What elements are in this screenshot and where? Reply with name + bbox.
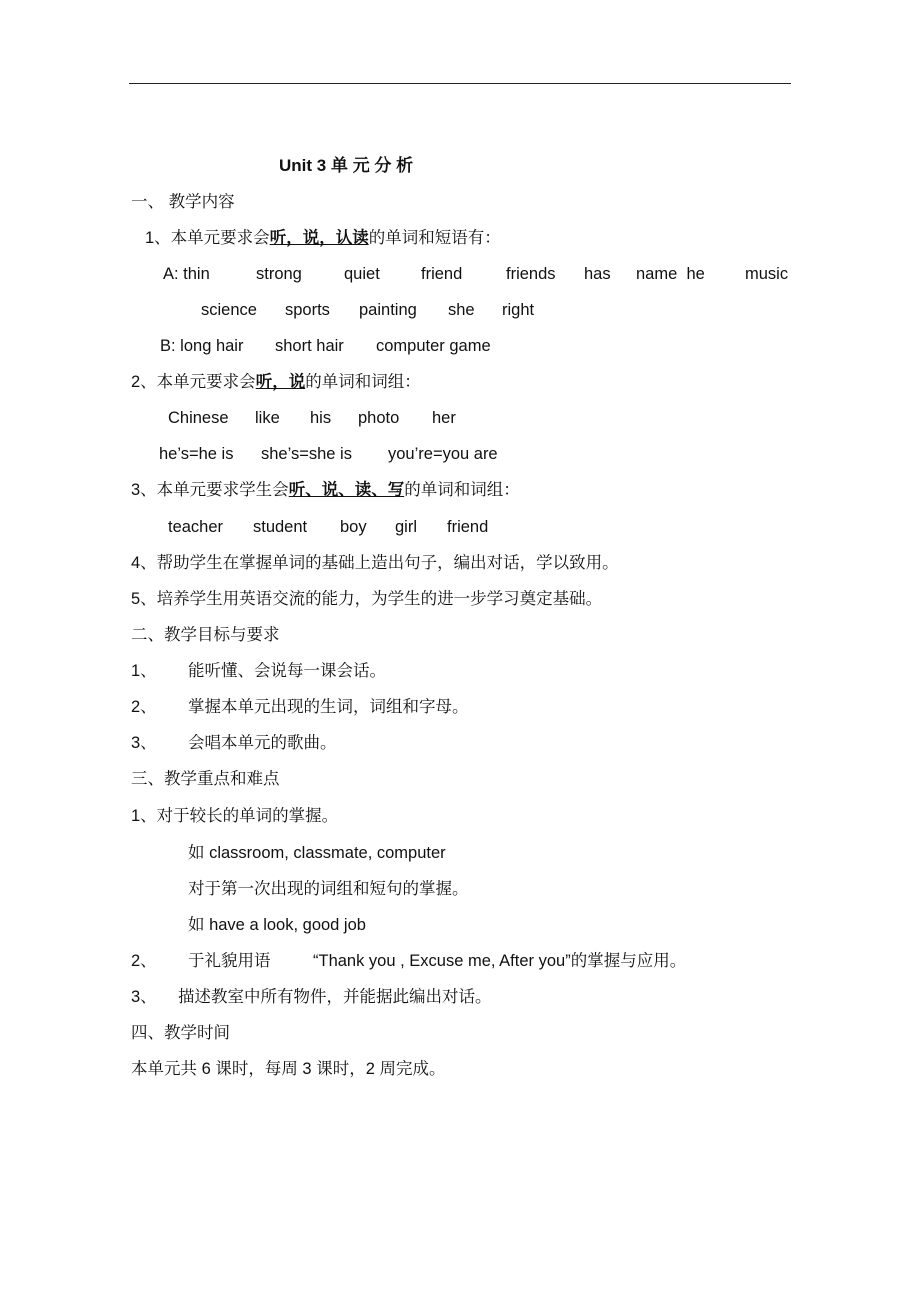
word: science <box>201 301 257 319</box>
item-text: 2、本单元要求会 <box>131 373 256 391</box>
item-text: 3、本单元要求学生会 <box>131 481 289 499</box>
section1-item1 <box>145 228 501 248</box>
word: she <box>448 301 475 319</box>
word: he’s=he is <box>159 445 234 463</box>
word: short hair <box>275 337 344 355</box>
item-number: 1、 <box>131 662 157 680</box>
section1-item4: 4、帮助学生在掌握单词的基础上造出句子，编出对话，学以致用。 <box>131 554 619 572</box>
word: music <box>745 265 789 283</box>
section3-item1b: 对于第一次出现的词组和短句的掌握。 <box>188 880 469 898</box>
word: photo <box>358 409 400 427</box>
section3-heading: 三、教学重点和难点 <box>131 770 280 788</box>
section4-heading: 四、教学时间 <box>131 1024 230 1042</box>
word: name he <box>636 265 705 283</box>
word: friend <box>447 518 489 536</box>
item-text: 描述教室中所有物件，并能据此编出对话。 <box>178 988 492 1006</box>
word: quiet <box>344 265 380 283</box>
section1-item2 <box>131 372 421 392</box>
word: his <box>310 409 332 427</box>
section1-heading: 一、 教学内容 <box>131 193 235 211</box>
item-number: 3、 <box>131 988 157 1006</box>
item-text: 1、本单元要求会 <box>145 229 270 247</box>
section3-item1: 1、对于较长的单词的掌握。 <box>131 807 339 825</box>
emphasis-text: 听、说、读、写 <box>288 481 405 499</box>
item-text: 的单词和短语有： <box>368 229 501 247</box>
item-text: 能听懂、会说每一课会话。 <box>188 662 386 680</box>
emphasis-text: 听，说，认读 <box>269 229 369 247</box>
item-number: 2、 <box>131 952 157 970</box>
word: girl <box>395 518 418 536</box>
word: strong <box>256 265 302 283</box>
item-number: 2、 <box>131 698 157 716</box>
word: has <box>584 265 611 283</box>
item-text: 于礼貌用语 <box>188 952 271 970</box>
section4-text: 本单元共 6 课时，每周 3 课时，2 周完成。 <box>131 1060 446 1078</box>
word: A: thin <box>163 265 210 283</box>
section3-example2: 如 have a look, good job <box>188 916 366 934</box>
section3-example1: 如 classroom, classmate, computer <box>188 844 446 862</box>
word: painting <box>359 301 417 319</box>
word: boy <box>340 518 367 536</box>
word: she’s=she is <box>261 445 352 463</box>
word: friends <box>506 265 556 283</box>
word: computer game <box>376 337 491 355</box>
word: teacher <box>168 518 224 536</box>
title-en: Unit 3 <box>279 156 327 175</box>
word: B: long hair <box>160 337 244 355</box>
word: sports <box>285 301 330 319</box>
word: right <box>502 301 535 319</box>
item-text: 的单词和词组： <box>305 373 421 391</box>
word: like <box>255 409 280 427</box>
document-title <box>279 156 413 176</box>
title-cn: 单 元 分 析 <box>330 156 414 175</box>
item-text: 会唱本单元的歌曲。 <box>188 734 337 752</box>
word: her <box>432 409 456 427</box>
section1-item3 <box>131 480 520 500</box>
header-rule <box>129 83 791 84</box>
section1-item5: 5、培养学生用英语交流的能力，为学生的进一步学习奠定基础。 <box>131 590 603 608</box>
word: student <box>253 518 308 536</box>
section2-heading: 二、教学目标与要求 <box>131 626 280 644</box>
word: you’re=you are <box>388 445 498 463</box>
item-text: 掌握本单元出现的生词，词组和字母。 <box>188 698 469 716</box>
emphasis-text: 听，说 <box>255 373 306 391</box>
item-text: “Thank you , Excuse me, After you”的掌握与应用。 <box>313 952 687 970</box>
word: Chinese <box>168 409 229 427</box>
item-text: 的单词和词组： <box>404 481 520 499</box>
word: friend <box>421 265 463 283</box>
item-number: 3、 <box>131 734 157 752</box>
